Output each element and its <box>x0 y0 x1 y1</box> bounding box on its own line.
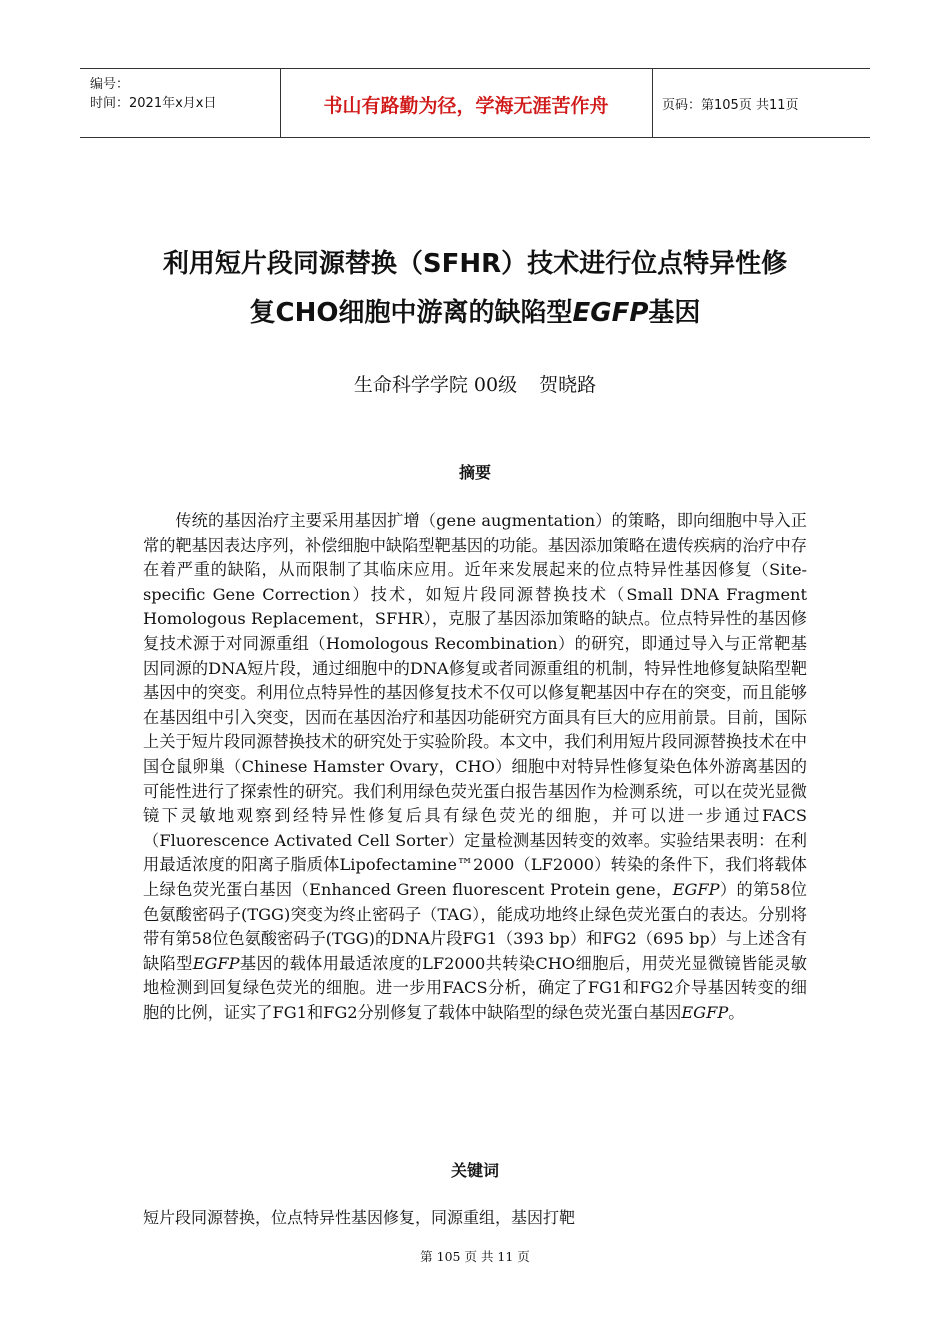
document-title-line-1: 利用短片段同源替换（SFHR）技术进行位点特异性修 <box>162 249 788 279</box>
document-title-line-2 <box>80 292 870 329</box>
title-gene-name: EGFP <box>572 298 649 328</box>
page-header <box>80 68 870 138</box>
code-label: 编号： <box>90 77 130 92</box>
abstract-heading: 摘要 <box>458 463 491 482</box>
header-motto-cell <box>280 69 653 137</box>
abstract-segment: 基因的载体用最适浓度的LF2000共转染CHO细胞后，用荧光显微镜皆能灵敏地检测到回复绿色荧光的细胞。进一步用FACS分析，确定了FG1和FG2介导基因转变的细胞的比例，证实了FG1和FG2分别修复了载体中缺陷型的绿色荧光蛋白基因 <box>143 953 807 1022</box>
keywords-text: 短片段同源替换，位点特异性基因修复，同源重组，基因打靶 <box>143 1208 576 1227</box>
abstract-gene-italic: EGFP <box>192 953 240 973</box>
abstract-body <box>143 509 807 1025</box>
page-footer: 第 105 页 共 11 页 <box>420 1249 530 1264</box>
header-page-cell <box>652 69 870 137</box>
header-info-cell <box>80 69 281 137</box>
title-text-after: 基因 <box>648 298 701 328</box>
abstract-segment: 传统的基因治疗主要采用基因扩增（gene augmentation）的策略，即向细胞中导入正常的靶基因表达序列，补偿细胞中缺陷型靶基因的功能。基因添加策略在遗传疾病的治疗中存在着严重的缺陷，从而限制了其临床应用。近年来发展起来的位点特异性基因修复（Site-specific Gene Correction）技术，如短片段同源替换技术（Small DNA Fragment Homologous Replacement，SFHR），克服了基因添加策略的缺点。位点特异性的基因修复技术源于对同源重组（Homologous Recombination）的研究，即通过导入与正常靶基因同源的DNA短片段，通过细胞中的DNA修复或者同源重组的机制，特异性地修复缺陷型靶基因中的突变。利用位点特异性的基因修复技术不仅可以修复靶基因中存在的突变，而且能够在基因组中引入突变，因而在基因治疗和基因功能研究方面具有巨大的应用前景。目前，国际上关于短片段同源替换技术的研究处于实验阶段。本文中，我们利用短片段同源替换技术在中国仓鼠卵巢（Chinese Hamster Ovary，CHO）细胞中对特异性修复染色体外游离基因的可能性进行了探索性的研究。我们利用绿色荧光蛋白报告基因作为检测系统，可以在荧光显微镜下灵敏地观察到经特异性修复后具有绿色荧光的细胞，并可以进一步通过FACS（Fluorescence Activated Cell Sorter）定量检测基因转变的效率。实验结果表明：在利用最适浓度的阳离子脂质体Lipofectamine™2000（LF2000）转染的条件下，我们将载体上绿色荧光蛋白基因（Enhanced Green fluorescent Protein gene， <box>143 511 807 899</box>
author-line <box>0 370 950 397</box>
abstract-gene-italic: EGFP <box>672 879 720 899</box>
header-motto: 书山有路勤为径，学海无涯苦作舟 <box>323 95 609 117</box>
time-label: 时间：2021年x月x日 <box>90 96 217 111</box>
abstract-gene-italic: EGFP <box>681 1002 729 1022</box>
author-name: 贺晓路 <box>539 374 597 396</box>
title-text-before: 复CHO细胞中游离的缺陷型 <box>249 298 573 328</box>
header-page-code: 页码：第105页 共11页 <box>662 98 799 113</box>
author-department: 生命科学学院 00级 <box>353 374 518 396</box>
keywords-heading: 关键词 <box>450 1161 499 1180</box>
abstract-segment: 。 <box>728 1002 745 1022</box>
abstract-segment: ）的第58位色氨酸密码子(TGG)突变为终止密码子（TAG），能成功地终止绿色荧光蛋白的表达。分别将带有第58位色氨酸密码子(TGG)的DNA片段FG1（393 bp）和FG2（695 bp）与上述含有缺陷型 <box>143 879 807 973</box>
